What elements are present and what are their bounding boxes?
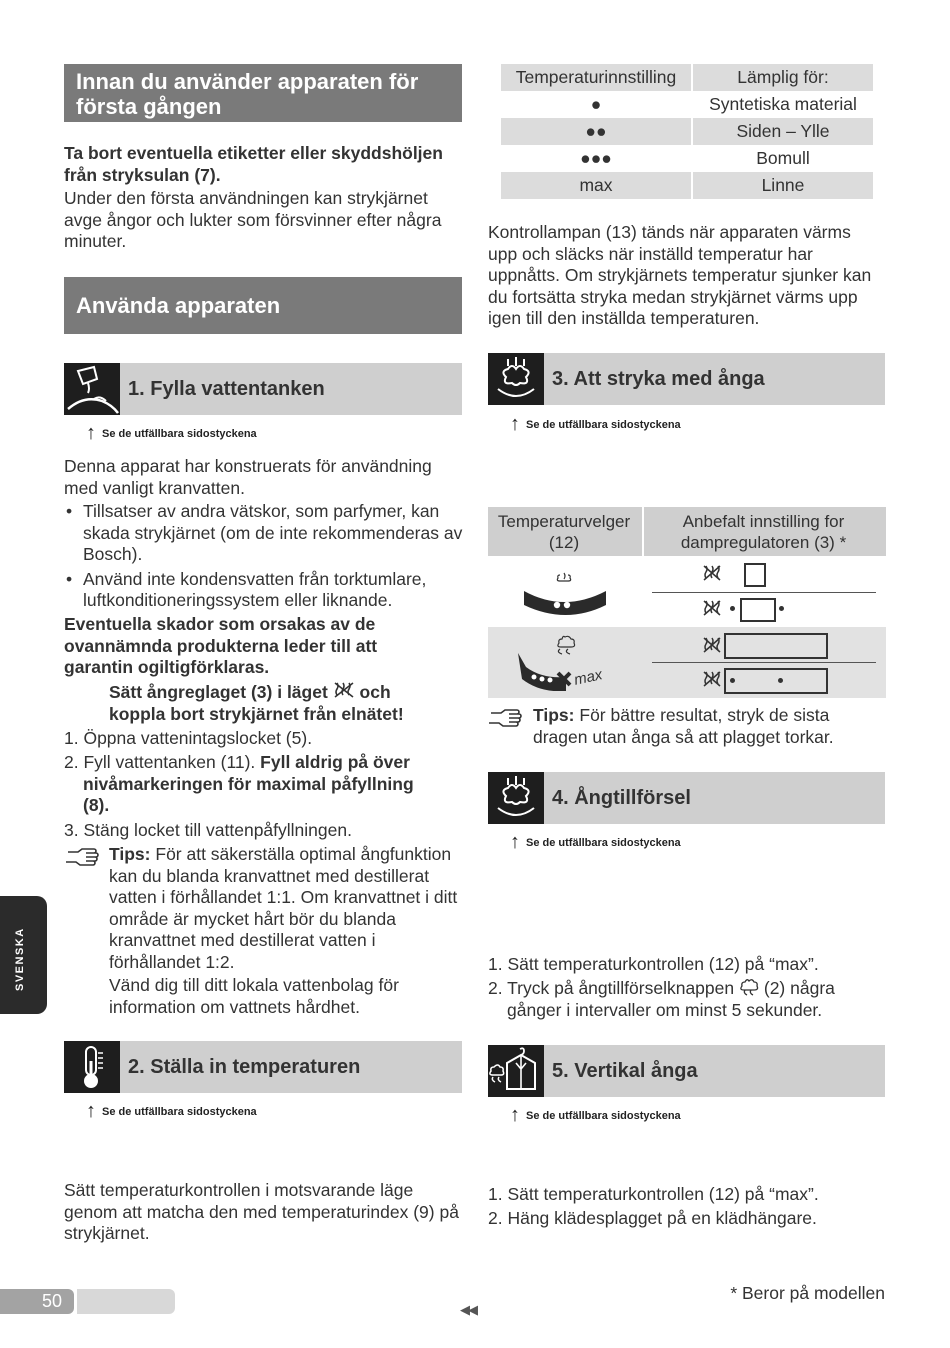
sec5-step-2: 2. Häng klädesplagget på en klädhängare. — [488, 1208, 817, 1228]
list-item: • Tillsatser av andra vätskor, som parfymer, kan skada strykjärnet (om de inte rekommenderas av Bosch). — [64, 501, 464, 566]
table-header: Lämplig för: — [692, 64, 873, 91]
page-number: 50 — [42, 1291, 63, 1311]
table-header: Temperaturinnstilling — [501, 64, 692, 91]
tip-b: ångfunktion kan du blanda kranvattnet med destillerat vatten i förhållandet 1:1. Om kranvattnet i ditt område är mycket hårt bör du blanda kranvattnet med destillerat vatten i förhållandet 1:2. — [109, 844, 458, 972]
fill-water-icon — [64, 363, 120, 415]
table-header: Anbefalt innstilling for dampregulatoren (3) * — [680, 512, 847, 552]
section-steam-boost-title: 4. Ångtillförsel — [552, 787, 691, 809]
dial-low-icon — [520, 567, 610, 620]
page-number-bar — [77, 1289, 175, 1314]
sec4-step-2-b: (2) några — [763, 978, 835, 998]
arrow-up-icon: ↑ — [86, 422, 96, 444]
section-fill-tank-title: 1. Fylla vattentanken — [128, 378, 325, 400]
section-steam-ironing-title: 3. Att stryka med ånga — [552, 368, 765, 390]
tip-water — [109, 844, 469, 1018]
see-pages-note — [86, 422, 257, 445]
table-cell: Bomull — [692, 145, 873, 172]
steam-slider-position-off — [744, 563, 766, 587]
sec1-bullets — [64, 501, 464, 612]
section-temperature-header — [64, 1041, 462, 1093]
steam-icon — [488, 772, 544, 824]
nav-back-icon[interactable] — [460, 1302, 476, 1318]
warranty-warning: Eventuella skador som orsakas av de ovannämnda produkterna leder till att garantin ogiltigförklaras. — [64, 614, 378, 677]
no-steam-icon — [702, 599, 722, 622]
sec4-step-2-a: 2. Tryck på ångtillförselknappen — [488, 978, 735, 998]
table-row — [501, 118, 873, 145]
model-note: * Beror på modellen — [730, 1283, 885, 1303]
table-cell: ●●● — [580, 148, 612, 168]
see-pages-text: Se de utfällbara sidostyckena — [526, 1110, 681, 1122]
steam-icon — [488, 353, 544, 405]
steam-off-a: Sätt ångreglaget (3) i läget — [109, 682, 328, 702]
table-cell: ● — [590, 94, 602, 114]
remove-labels-text: Ta bort eventuella etiketter eller skyddshöljen från stryksulan (7). — [64, 143, 443, 185]
sec5-step-1: 1. Sätt temperaturkontrollen (12) på “max”. — [488, 1184, 819, 1204]
see-pages-text: Se de utfällbara sidostyckena — [102, 428, 257, 440]
table-header: Temperaturvelger (12) — [497, 512, 631, 552]
no-steam-icon — [702, 564, 722, 587]
lamp-text: Kontrollampan (13) tänds när apparaten värms upp och släcks när inställd temperatur har uppnåtts. Om strykjärnets temperatur sjunker kan du fortsätta stryka medan strykjärnet värms upp igen till den inställda temperaturen. — [488, 222, 872, 328]
heading-first-use — [64, 64, 462, 122]
heading-using — [64, 277, 462, 334]
language-tab-label: SVENSKA — [14, 927, 26, 991]
temperature-table — [501, 64, 873, 199]
heading-first-use-text: Innan du använder apparaten för första gången — [76, 69, 419, 119]
dot-mark — [779, 606, 784, 611]
dial-max-icon — [516, 633, 616, 696]
table-header-row — [501, 64, 873, 91]
section-fill-tank-header — [64, 363, 462, 415]
arrow-up-icon: ↑ — [510, 831, 520, 853]
table-cell: Siden – Ylle — [692, 118, 873, 145]
section-temperature-title: 2. Ställa in temperaturen — [128, 1056, 361, 1078]
sec4-step-2-c: gånger i intervaller om minst 5 sekunder. — [507, 999, 823, 1020]
dial-max-label: max — [572, 666, 604, 689]
steam-off-c: koppla bort strykjärnet från elnätet! — [109, 703, 404, 724]
dot-mark — [730, 678, 735, 683]
sec1-intro: Denna apparat har konstruerats för användning med vanligt kranvatten. — [64, 456, 432, 498]
list-item: • Använd inte kondensvatten från torktumlare, luftkonditioneringssystem eller liknande. — [64, 569, 464, 612]
arrow-up-icon: ↑ — [510, 1104, 520, 1126]
tip-c: Vänd dig till ditt lokala vattenbolag för information om vattnets hårdhet. — [109, 975, 399, 1017]
table-row — [501, 172, 873, 199]
table-row — [501, 91, 873, 118]
table-row — [501, 145, 873, 172]
vertical-steam-icon — [488, 1045, 544, 1097]
steam-slider-position-high — [724, 633, 828, 659]
hand-pointer-icon — [489, 707, 523, 734]
first-use-text: Under den första användningen kan strykjärnet avge ångor och lukter som försvinner efter några minuter. — [64, 188, 442, 251]
step-1: 1. Öppna vattenintagslocket (5). — [64, 728, 313, 748]
see-pages-note — [510, 831, 681, 854]
step-2 — [64, 752, 464, 817]
see-pages-note — [510, 413, 681, 436]
hand-pointer-icon — [66, 846, 100, 873]
sec4-step-2 — [488, 978, 883, 1021]
table-cell: max — [501, 172, 692, 199]
language-tab — [0, 896, 47, 1014]
tip-text: För bättre resultat, stryk de sista dragen utan ånga så att plagget torkar. — [533, 705, 834, 747]
see-pages-note — [510, 1104, 681, 1127]
table-cell: Linne — [692, 172, 873, 199]
steam-burst-icon — [739, 978, 764, 998]
see-pages-note — [86, 1100, 257, 1123]
steam-slider-position-low — [740, 598, 776, 622]
heading-using-text: Använda apparaten — [76, 293, 281, 318]
sec4-step-1: 1. Sätt temperaturkontrollen (12) på “max”. — [488, 954, 819, 974]
step-2-a: 2. Fyll vattentanken (11). — [64, 752, 256, 772]
steam-slider-position-max — [724, 668, 828, 694]
tip-dry — [533, 705, 883, 748]
tip-a: För att säkerställa optimal — [155, 844, 356, 864]
row-divider — [652, 662, 876, 663]
section-vertical-steam-header — [488, 1045, 885, 1097]
table-divider — [642, 507, 644, 556]
arrow-up-icon: ↑ — [86, 1100, 96, 1122]
dot-mark — [778, 678, 783, 683]
nav-back-glyph: ◀◀ — [460, 1302, 476, 1317]
section-steam-ironing-header — [488, 353, 885, 405]
steam-off-instruction — [109, 681, 454, 725]
see-pages-text: Se de utfällbara sidostyckena — [526, 837, 681, 849]
no-steam-icon — [702, 670, 722, 693]
tip-label: Tips: — [109, 844, 151, 864]
sec2-text: Sätt temperaturkontrollen i motsvarande läge genom att matcha den med temperaturindex (9) på strykjärnet. — [64, 1180, 459, 1243]
section-steam-boost-header — [488, 772, 885, 824]
steam-off-b: och — [359, 682, 391, 702]
arrow-up-icon: ↑ — [510, 413, 520, 435]
step-2-b: Fyll aldrig på över — [260, 752, 410, 772]
page-number-box — [0, 1289, 74, 1314]
see-pages-text: Se de utfällbara sidostyckena — [102, 1106, 257, 1118]
table-cell: Syntetiska material — [692, 91, 873, 118]
thermometer-icon — [64, 1041, 120, 1093]
tip-label: Tips: — [533, 705, 575, 725]
row-divider — [652, 592, 876, 593]
dot-mark — [730, 606, 735, 611]
see-pages-text: Se de utfällbara sidostyckena — [526, 419, 681, 431]
section-vertical-steam-title: 5. Vertikal ånga — [552, 1060, 698, 1082]
step-3: 3. Stäng locket till vattenpåfyllningen. — [64, 820, 352, 840]
steam-settings-table — [488, 507, 886, 698]
step-2-c: nivåmarkeringen för maximal påfyllning (8). — [83, 773, 414, 815]
no-steam-icon — [333, 682, 360, 702]
table-cell: ●● — [501, 118, 692, 145]
no-steam-icon — [702, 636, 722, 659]
